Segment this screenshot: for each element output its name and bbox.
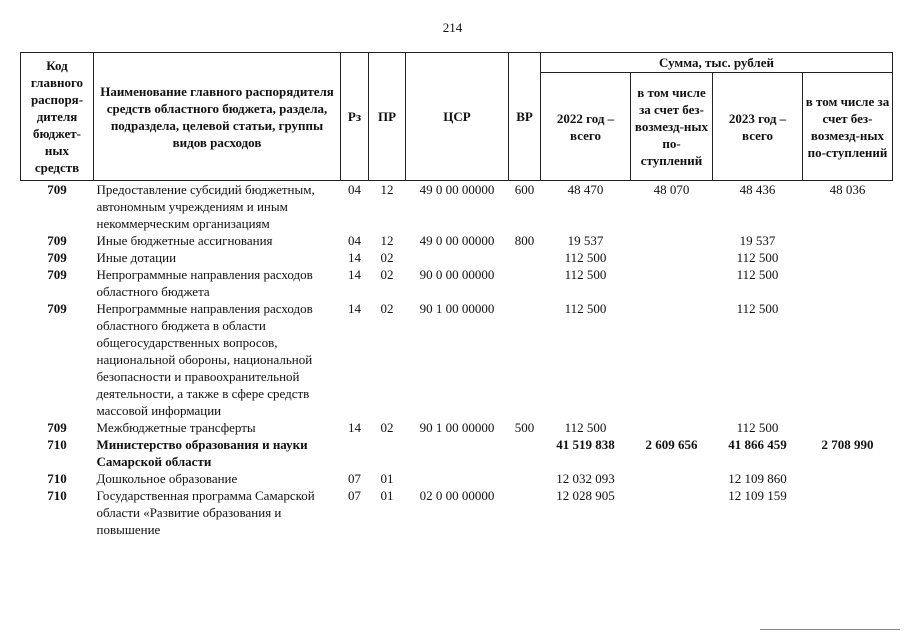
row-sum-2023: 12 109 159 xyxy=(728,488,787,503)
row-csr: 90 1 00 00000 xyxy=(419,420,495,435)
table-row xyxy=(21,181,893,233)
row-free-2022 xyxy=(631,419,713,436)
row-name: Предоставление субсидий бюджетным, автономным учреждениям и иным некоммерческим организациям xyxy=(96,182,315,231)
row-name: Межбюджетные трансферты xyxy=(96,420,256,435)
table-row xyxy=(21,436,893,470)
row-pr: 02 xyxy=(380,301,394,316)
row-vr xyxy=(509,470,541,487)
row-sum-2023: 112 500 xyxy=(736,420,779,435)
row-sum-2023: 112 500 xyxy=(736,250,779,265)
row-sum-2022: 12 032 093 xyxy=(556,471,615,486)
header-2022-free: в том числе за счет без-возмезд-ных по-ступлений xyxy=(631,73,713,181)
row-code: 709 xyxy=(47,301,67,316)
row-code: 710 xyxy=(47,488,67,503)
row-csr: 49 0 00 00000 xyxy=(419,233,495,248)
row-pr: 02 xyxy=(380,420,394,435)
row-code: 710 xyxy=(47,437,67,452)
row-pr: 01 xyxy=(380,471,394,486)
row-vr: 600 xyxy=(514,182,535,197)
budget-table xyxy=(20,52,893,538)
row-sum-2022: 112 500 xyxy=(564,267,607,282)
table-body xyxy=(21,181,893,539)
row-vr xyxy=(509,266,541,300)
row-code: 709 xyxy=(47,420,67,435)
row-vr xyxy=(509,249,541,266)
row-sum-2023: 41 866 459 xyxy=(728,437,787,452)
header-2023-total: 2023 год – всего xyxy=(713,73,803,181)
row-sum-2022: 41 519 838 xyxy=(556,437,615,452)
row-csr xyxy=(406,470,509,487)
table-row xyxy=(21,487,893,538)
row-csr: 90 1 00 00000 xyxy=(419,301,495,316)
row-sum-2023: 12 109 860 xyxy=(728,471,787,486)
row-rz: 14 xyxy=(348,267,361,282)
row-free-2022 xyxy=(631,266,713,300)
row-rz: 04 xyxy=(348,233,361,248)
row-free-2023 xyxy=(803,470,893,487)
row-free-2023 xyxy=(803,487,893,538)
row-sum-2023: 48 436 xyxy=(739,182,776,197)
row-free-2023: 2 708 990 xyxy=(821,437,874,452)
table-row xyxy=(21,300,893,419)
row-code: 709 xyxy=(47,250,67,265)
row-name: Государственная программа Самарской области «Развитие образования и повышение xyxy=(96,488,315,537)
row-vr: 500 xyxy=(514,420,535,435)
row-csr xyxy=(406,249,509,266)
header-vr: ВР xyxy=(509,53,541,181)
row-pr: 01 xyxy=(380,488,394,503)
row-vr: 800 xyxy=(514,233,535,248)
row-sum-2022: 12 028 905 xyxy=(556,488,615,503)
table-row xyxy=(21,266,893,300)
row-name: Иные дотации xyxy=(96,250,177,265)
header-code: Код главного распоря-дителя бюджет-ных средств xyxy=(21,53,94,181)
row-sum-2023: 112 500 xyxy=(736,301,779,316)
scan-edge-line xyxy=(760,629,900,630)
table-header xyxy=(21,53,893,181)
row-free-2023 xyxy=(803,249,893,266)
row-free-2022: 48 070 xyxy=(653,182,690,197)
row-sum-2022: 112 500 xyxy=(564,301,607,316)
table-row xyxy=(21,419,893,436)
row-vr xyxy=(509,436,541,470)
row-sum-2022: 112 500 xyxy=(564,250,607,265)
row-free-2023: 48 036 xyxy=(829,182,866,197)
row-name: Дошкольное образование xyxy=(96,471,238,486)
row-pr: 02 xyxy=(380,250,394,265)
row-rz: 07 xyxy=(348,471,361,486)
row-free-2022 xyxy=(631,232,713,249)
row-code: 710 xyxy=(47,471,67,486)
row-code: 709 xyxy=(47,233,67,248)
row-code: 709 xyxy=(47,182,67,197)
header-name: Наименование главного распорядителя средств областного бюджета, раздела, подраздела, целевой статьи, группы видов расходов xyxy=(94,53,341,181)
row-sum-2022: 48 470 xyxy=(567,182,604,197)
row-pr: 02 xyxy=(380,267,394,282)
row-pr: 12 xyxy=(380,233,394,248)
row-rz: 07 xyxy=(348,488,361,503)
row-free-2022 xyxy=(631,300,713,419)
header-rz: Рз xyxy=(341,53,369,181)
header-sum: Сумма, тыс. рублей xyxy=(541,53,893,73)
row-pr: 12 xyxy=(380,182,394,197)
row-sum-2023: 112 500 xyxy=(736,267,779,282)
row-vr xyxy=(509,487,541,538)
row-csr: 49 0 00 00000 xyxy=(419,182,495,197)
row-pr xyxy=(369,436,406,470)
row-csr xyxy=(406,436,509,470)
row-name: Иные бюджетные ассигнования xyxy=(96,233,273,248)
row-csr: 90 0 00 00000 xyxy=(419,267,495,282)
table-row xyxy=(21,470,893,487)
row-free-2022 xyxy=(631,487,713,538)
row-free-2022 xyxy=(631,470,713,487)
row-free-2023 xyxy=(803,266,893,300)
row-rz: 14 xyxy=(348,301,361,316)
header-csr: ЦСР xyxy=(406,53,509,181)
row-free-2023 xyxy=(803,300,893,419)
header-2022-total: 2022 год – всего xyxy=(541,73,631,181)
row-free-2023 xyxy=(803,419,893,436)
row-name: Непрограммные направления расходов областного бюджета в области общегосударственных вопросов, национальной обороны, национальной безопасности и правоохранительной деятельности, а также в сфере средств массовой информации xyxy=(96,301,313,418)
row-rz: 04 xyxy=(348,182,361,197)
page-number: 214 xyxy=(442,20,463,35)
row-name: Министерство образования и науки Самарской области xyxy=(96,437,308,469)
row-rz: 14 xyxy=(348,250,361,265)
row-sum-2022: 19 537 xyxy=(567,233,604,248)
table-row xyxy=(21,232,893,249)
row-rz xyxy=(341,436,369,470)
row-free-2022: 2 609 656 xyxy=(645,437,698,452)
header-2023-free: в том числе за счет без-возмезд-ных по-ступлений xyxy=(803,73,893,181)
row-code: 709 xyxy=(47,267,67,282)
row-vr xyxy=(509,300,541,419)
row-name: Непрограммные направления расходов областного бюджета xyxy=(96,267,313,299)
row-rz: 14 xyxy=(348,420,361,435)
row-free-2023 xyxy=(803,232,893,249)
row-csr: 02 0 00 00000 xyxy=(419,488,495,503)
row-sum-2022: 112 500 xyxy=(564,420,607,435)
row-free-2022 xyxy=(631,249,713,266)
table-row xyxy=(21,249,893,266)
header-pr: ПР xyxy=(369,53,406,181)
row-sum-2023: 19 537 xyxy=(739,233,776,248)
